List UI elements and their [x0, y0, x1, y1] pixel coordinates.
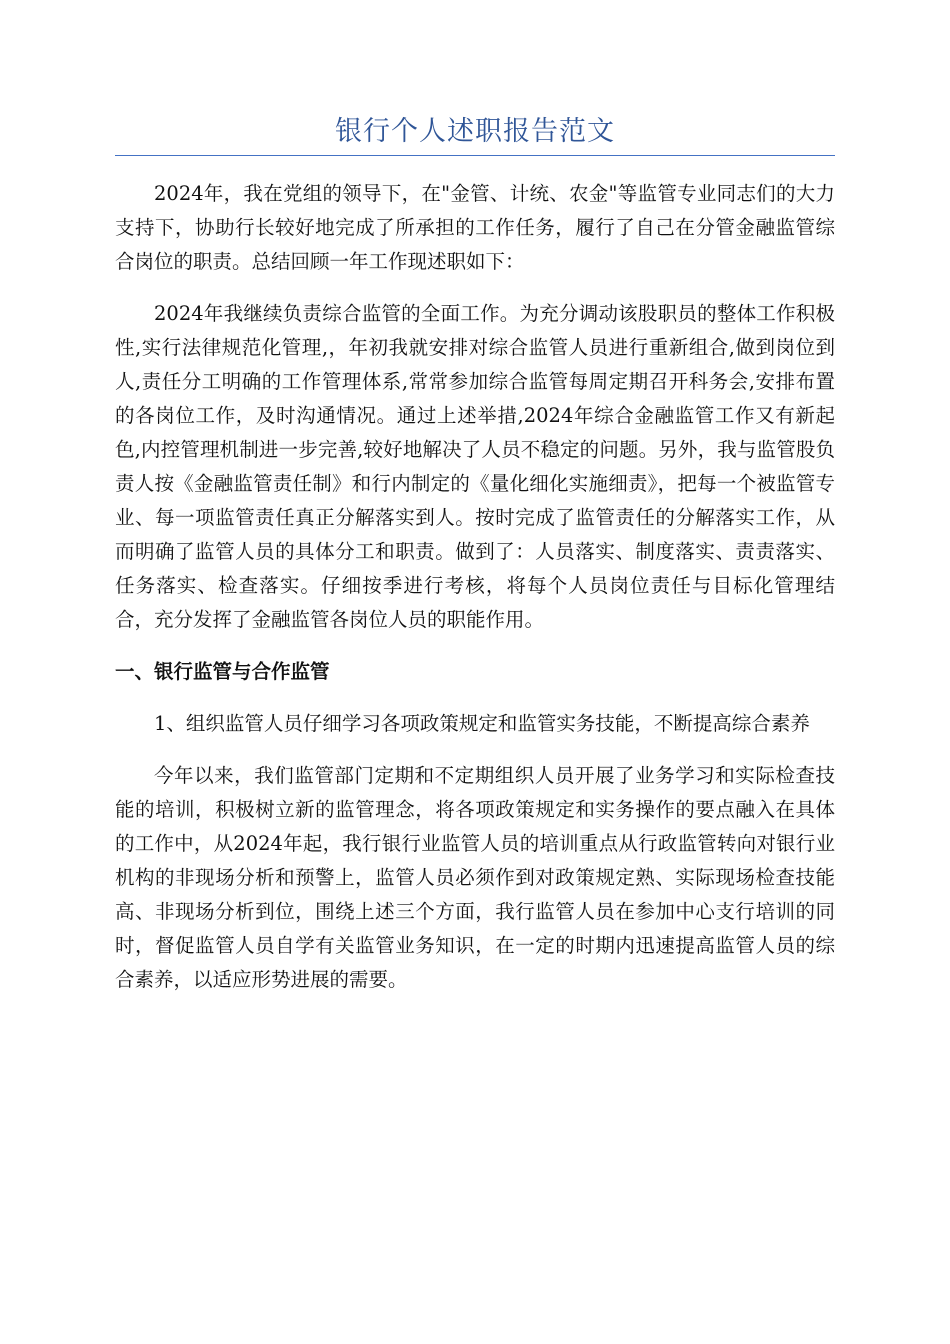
paragraph-training: 今年以来，我们监管部门定期和不定期组织人员开展了业务学习和实际检查技能的培训，积极树立新的监管理念，将各项政策规定和实务操作的要点融入在具体的工作中，从2024年起，我行银行业监管人员的培训重点从行政监管转向对银行业机构的非现场分析和预警上，监管人员必须作到对政策规定熟、实际现场检查技能高、非现场分析到位，围绕上述三个方面，我行监管人员在参加中心支行培训的同时，督促监管人员自学有关监管业务知识，在一定的时期内迅速提高监管人员的综合素养，以适应形势进展的需要。 [115, 764, 835, 991]
paragraph-intro: 2024年，我在党组的领导下，在"金管、计统、农金"等监管专业同志们的大力支持下，协助行长较好地完成了所承担的工作任务，履行了自己在分管金融监管综合岗位的职责。总结回顾一年工作现述职如下： [115, 182, 835, 273]
section-heading: 一、银行监管与合作监管 [115, 660, 330, 683]
subsection-heading: 1、组织监管人员仔细学习各项政策规定和监管实务技能，不断提高综合素养 [154, 712, 810, 735]
paragraph-overview: 2024年我继续负责综合监管的全面工作。为充分调动该股职员的整体工作积极性,实行法律规范化管理,，年初我就安排对综合监管人员进行重新组合,做到岗位到人,责任分工明确的工作管理体系,常常参加综合监管每周定期召开科务会,安排布置的各岗位工作，及时沟通情况。通过上述举措,2024年综合金融监管工作又有新起色,内控管理机制进一步完善,较好地解决了人员不稳定的问题。另外，我与监管股负责人按《金融监管责任制》和行内制定的《量化细化实施细责》，把每一个被监管专业、每一项监管责任真正分解落实到人。按时完成了监管责任的分解落实工作，从而明确了监管人员的具体分工和职责。做到了：人员落实、制度落实、责责落实、任务落实、检查落实。仔细按季进行考核，将每个人员岗位责任与目标化管理结合，充分发挥了金融监管各岗位人员的职能作用。 [115, 302, 835, 631]
document-body [115, 177, 835, 997]
title-underline [115, 155, 835, 156]
document-title: 银行个人述职报告范文 [335, 116, 615, 147]
